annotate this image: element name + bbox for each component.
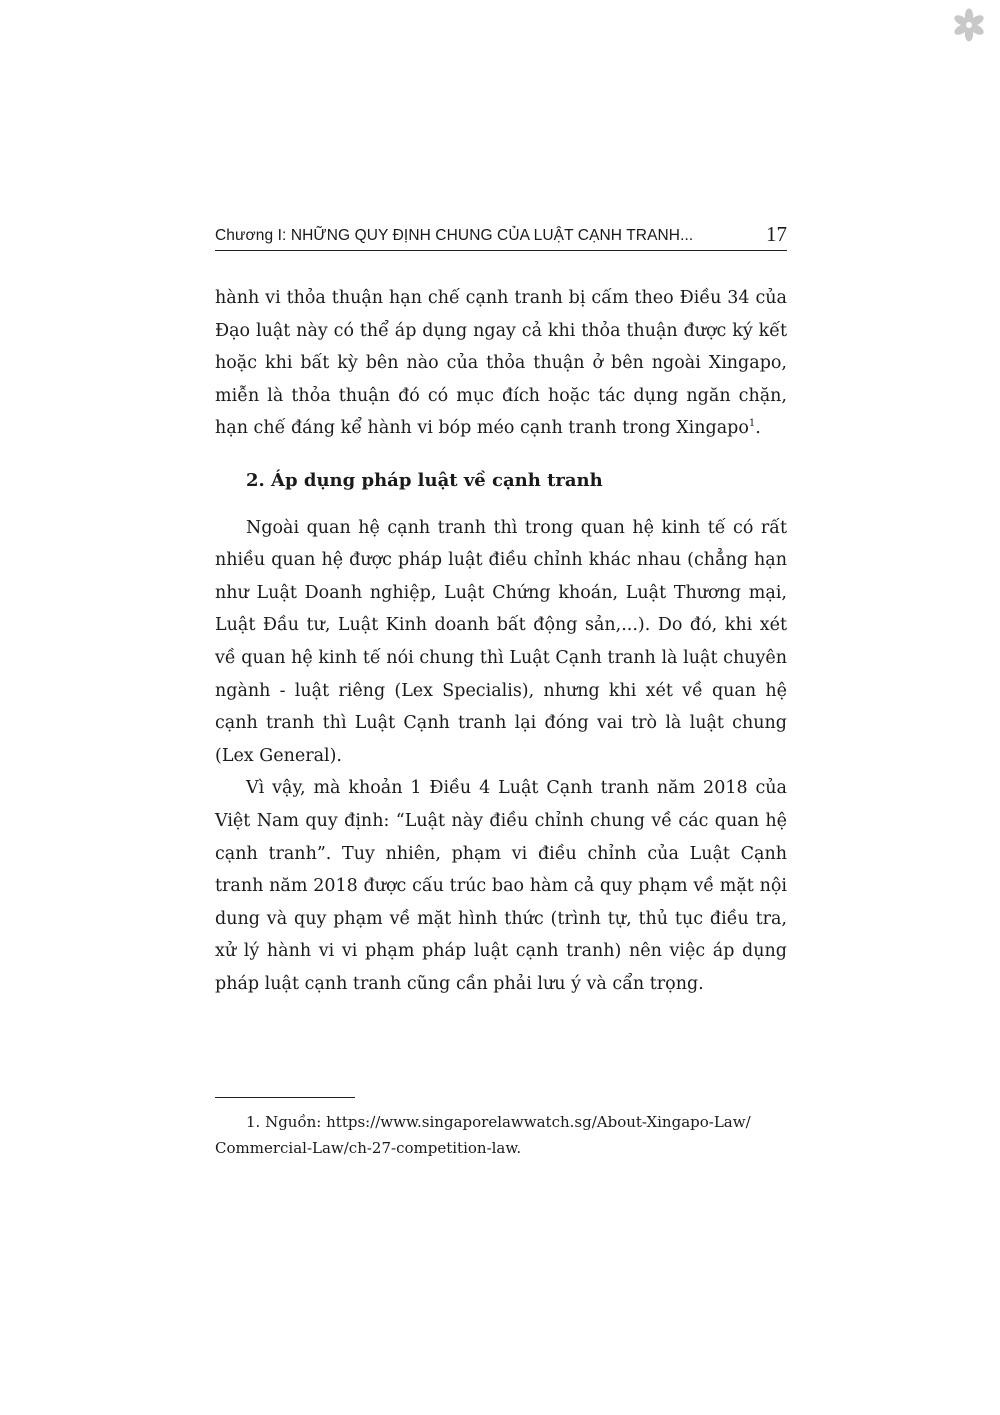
paragraph-1 [215,282,787,445]
footnote-divider [215,1097,355,1098]
page-number: 17 [766,222,787,246]
paragraph-1-end: . [755,418,761,439]
flower-icon [952,8,986,42]
running-header [215,220,787,251]
section-heading: 2. Áp dụng pháp luật về cạnh tranh [246,469,603,491]
paragraph-2: Ngoài quan hệ cạnh tranh thì trong quan hệ kinh tế có rất nhiều quan hệ được pháp luật điều chỉnh khác nhau (chẳng hạn như Luật Doanh nghiệp, Luật Chứng khoán, Luật Thương mại, Luật Đầu tư, Luật Kinh doanh bất động sản,...). Do đó, khi xét về quan hệ kinh tế nói chung thì Luật Cạnh tranh là luật chuyên ngành - luật riêng (Lex Specialis), nhưng khi xét về quan hệ cạnh tranh thì Luật Cạnh tranh lại đóng vai trò là luật chung (Lex General). [215,517,787,766]
running-title: Chương I: NHỮNG QUY ĐỊNH CHUNG CỦA LUẬT CẠNH TRANH... [215,227,694,244]
footnote-ref: 1 [748,418,756,430]
footnote: 1. Nguồn: https://www.singaporelawwatch.sg/About-Xingapo-Law/ Commercial-Law/ch-27-competition-law. [215,1113,751,1157]
paragraph-1-text: hành vi thỏa thuận hạn chế cạnh tranh bị cấm theo Điều 34 của Đạo luật này có thể áp dụng ngay cả khi thỏa thuận được ký kết hoặc khi bất kỳ bên nào của thỏa thuận ở bên ngoài Xingapo, miễn là thỏa thuận đó có mục đích hoặc tác dụng ngăn chặn, hạn chế đáng kể hành vi bóp méo cạnh tranh trong Xingapo [215,288,787,439]
body-text [215,282,787,1000]
paragraph-3: Vì vậy, mà khoản 1 Điều 4 Luật Cạnh tranh năm 2018 của Việt Nam quy định: “Luật này điều chỉnh chung về các quan hệ cạnh tranh”. Tuy nhiên, phạm vi điều chỉnh của Luật Cạnh tranh năm 2018 được cấu trúc bao hàm cả quy phạm về mặt nội dung và quy phạm về mặt hình thức (trình tự, thủ tục điều tra, xử lý hành vi vi phạm pháp luật cạnh tranh) nên việc áp dụng pháp luật cạnh tranh cũng cần phải lưu ý và cẩn trọng. [215,778,787,994]
